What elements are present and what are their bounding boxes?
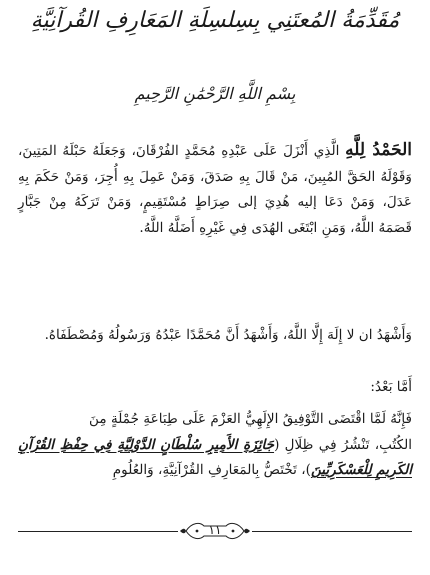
praise-lead: الحَمْدُ لِلَّهِ: [345, 140, 412, 160]
basmala-heading: بِسْمِ اللَّهِ الرَّحْمَٰنِ الرَّحِيمِ: [134, 84, 296, 103]
intro-line-3-end: )، تَخْتَصُّ بِالمَعَارِفِ القُرْآنِيَّةِ، وَالعُلُومِ: [112, 462, 311, 478]
paragraph-amma-bad: أَمَّا بَعْدُ:: [370, 379, 412, 395]
paragraph-introduction: [18, 407, 412, 484]
intro-line-1: فَإِنَّهُ لَمَّا اقْتَضَى التَّوْفِيقُ الإِلَهِيُّ العَزْمَ عَلَى طِبَاعَةِ جُمْلَةٍ مِنَ: [89, 411, 412, 427]
page-title: مُقَدِّمَةُ المُعتَنِي بِسِلسِلَةِ المَعَارِفِ القُرآنِيَّةِ: [30, 8, 400, 33]
paragraph-testimony: وَأَشْهَدُ ان لا إِلَهَ إِلَّا اللَّهُ، وَأَشْهَدُ أَنَّ مُحَمَّدًا عَبْدُهُ وَرَسُولُهُ وَمُصْطَفَاهُ.: [44, 327, 412, 343]
praise-text: الَّذِي أَنْزَلَ عَلَى عَبْدِهِ مُحَمَّدٍ الفُرْقَانَ، وَجَعَلَهُ حَبْلَهُ المَتِينَ، وَقَوْلَهُ الحَقَّ المُبِينَ، مَنْ قَالَ بِهِ صَدَقَ، وَمَنْ عَمِلَ بِهِ أُجِرَ، وَمَنْ حَكَمَ بِهِ عَدَلَ، وَمَنْ دَعَا إليه هُدِيَ إلى صِرَاطٍ مُسْتَقِيمٍ، وَمَنْ تَرَكَهُ مِنْ جَبَّارٍ قَصَمَهُ اللَّهُ، وَمَنِ ابْتَغَى الهُدَى فِي غَيْرِهِ أَضَلَّهُ اللَّهُ.: [18, 143, 412, 236]
award-name: جَائِزَةِ الأَمِيرِ سُلْطَانٍ الدَّوْلِيَّةِ فِي حِفْظِ القُرْآنِ الكَرِيمِ لِلْعَسْكَرِيِّينَ: [18, 436, 412, 478]
page-number: ١١: [208, 523, 222, 537]
intro-line-2-start: الكُتُبِ، تَنْشُرُ فِي ظِلَالِ (: [274, 436, 412, 453]
page-number-ornament: [178, 520, 252, 542]
paragraph-praise: [18, 138, 412, 241]
